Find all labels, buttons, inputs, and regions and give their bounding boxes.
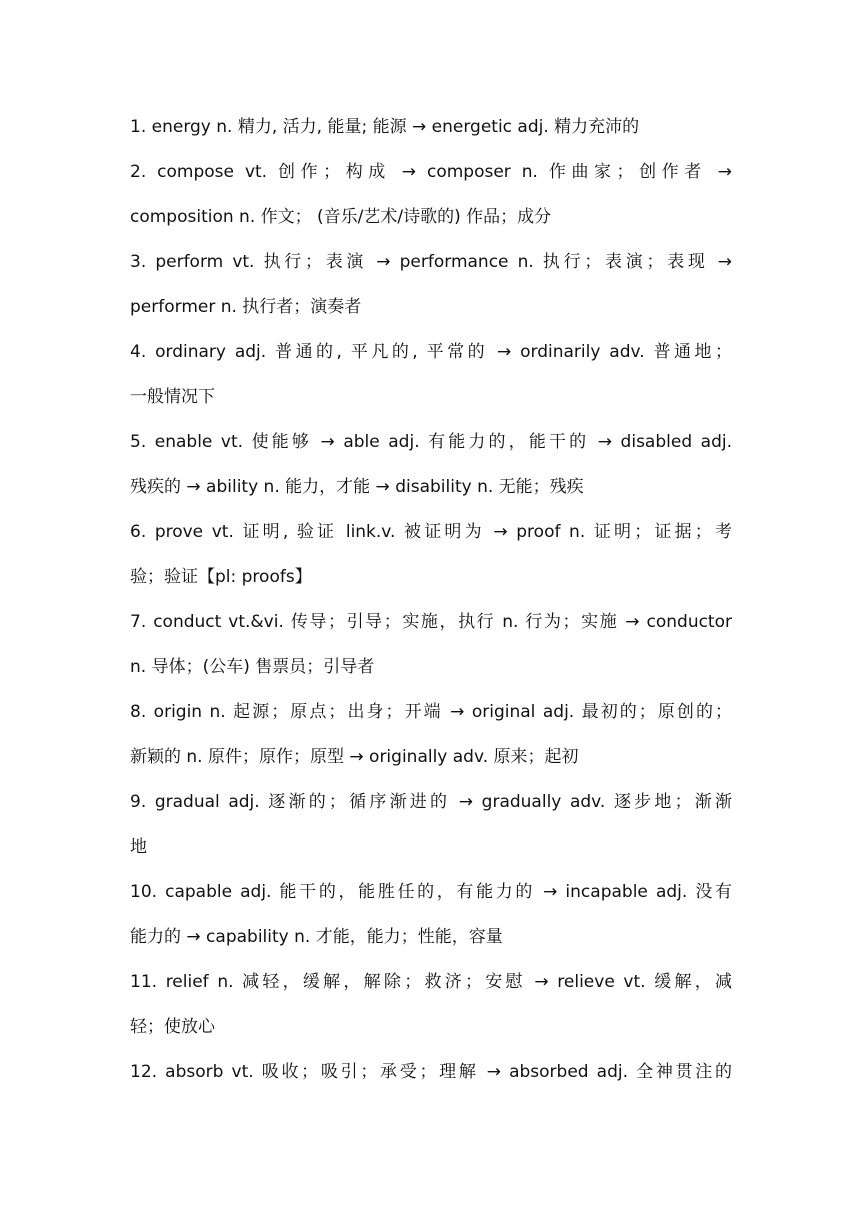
vocabulary-line: 3. perform vt. 执行；表演 → performance n. 执行；表演；表现 → [130,252,732,272]
vocabulary-line: 5. enable vt. 使能够 → able adj. 有能力的，能干的 → disabled adj. [130,432,732,452]
vocabulary-line: composition n. 作文； (音乐/艺术/诗歌的) 作品；成分 [130,207,552,227]
vocabulary-line: 2. compose vt. 创作；构成 → composer n. 作曲家；创作者 → [130,162,732,182]
vocabulary-line: performer n. 执行者；演奏者 [130,297,362,317]
vocabulary-line: 7. conduct vt.&vi. 传导；引导；实施，执行 n. 行为；实施 → conductor [130,612,732,632]
vocabulary-line: 6. prove vt. 证明, 验证 link.v. 被证明为 → proof n. 证明；证据；考 [130,522,732,542]
vocabulary-line: 9. gradual adj. 逐渐的；循序渐进的 → gradually adv. 逐步地；渐渐 [130,792,732,812]
vocabulary-line: 轻；使放心 [130,1017,215,1037]
vocabulary-list [130,105,732,1095]
vocabulary-line: 一般情况下 [130,387,215,407]
vocabulary-line: 新颖的 n. 原件；原作；原型 → originally adv. 原来；起初 [130,747,579,767]
vocabulary-line: 残疾的 → ability n. 能力，才能 → disability n. 无能；残疾 [130,477,584,497]
vocabulary-line: 12. absorb vt. 吸收；吸引；承受；理解 → absorbed adj. 全神贯注的 [130,1062,732,1082]
vocabulary-line: 11. relief n. 减轻，缓解，解除；救济；安慰 → relieve vt. 缓解，减 [130,972,732,992]
vocabulary-line: 8. origin n. 起源；原点；出身；开端 → original adj. 最初的；原创的； [130,702,732,722]
vocabulary-line: 能力的 → capability n. 才能，能力；性能，容量 [130,927,503,947]
vocabulary-line: n. 导体；(公车) 售票员；引导者 [130,657,375,677]
vocabulary-line: 地 [130,837,147,857]
vocabulary-line: 1. energy n. 精力, 活力, 能量; 能源 → energetic adj. 精力充沛的 [130,117,640,137]
vocabulary-line: 10. capable adj. 能干的，能胜任的，有能力的 → incapable adj. 没有 [130,882,732,902]
vocabulary-line: 4. ordinary adj. 普通的, 平凡的, 平常的 → ordinarily adv. 普通地； [130,342,732,362]
vocabulary-line: 验；验证【pl: proofs】 [130,567,312,587]
